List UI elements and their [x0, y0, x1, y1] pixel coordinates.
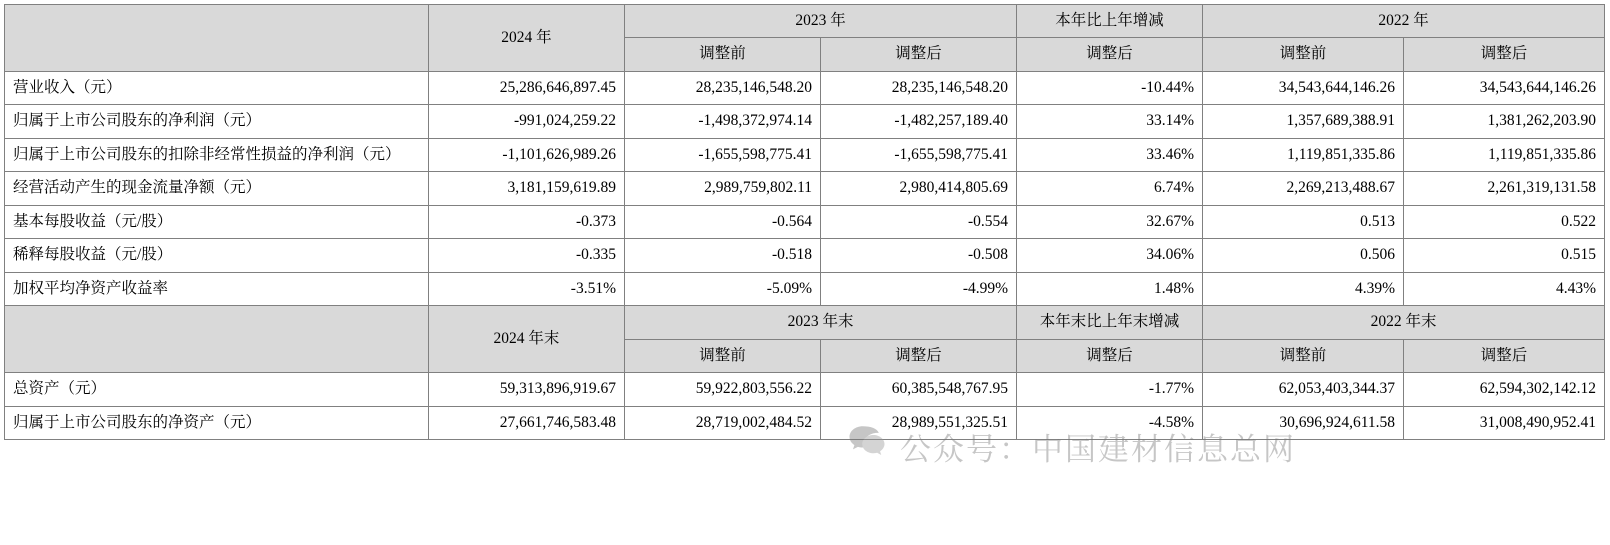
financial-table-container	[4, 4, 1604, 440]
cell-change: -4.58%	[1017, 406, 1203, 439]
row-label: 营业收入（元）	[5, 71, 429, 104]
row-label: 总资产（元）	[5, 373, 429, 406]
cell-2023-after: 60,385,548,767.95	[821, 373, 1017, 406]
header-cell-2023: 2023 年	[625, 5, 1017, 38]
cell-2022-before: 1,357,689,388.91	[1203, 105, 1404, 138]
cell-change: 6.74%	[1017, 172, 1203, 205]
cell-2022-after: 1,381,262,203.90	[1404, 105, 1605, 138]
header-cell-yoy-change-end: 本年末比上年末增减	[1017, 306, 1203, 339]
header-cell-blank	[5, 5, 429, 72]
header-cell-2024-end: 2024 年末	[429, 306, 625, 373]
header-cell-2022-before: 调整前	[1203, 38, 1404, 71]
cell-2022-after: 62,594,302,142.12	[1404, 373, 1605, 406]
cell-2023-before: -0.518	[625, 239, 821, 272]
cell-2024: -0.373	[429, 205, 625, 238]
table-row	[5, 105, 1605, 138]
header-cell-2022-end: 2022 年末	[1203, 306, 1605, 339]
cell-2023-before: 2,989,759,802.11	[625, 172, 821, 205]
cell-change: 34.06%	[1017, 239, 1203, 272]
table-row	[5, 239, 1605, 272]
cell-2023-before: -1,498,372,974.14	[625, 105, 821, 138]
header-cell-2023-end-after: 调整后	[821, 339, 1017, 372]
cell-2024: 3,181,159,619.89	[429, 172, 625, 205]
cell-2024: -991,024,259.22	[429, 105, 625, 138]
row-label: 稀释每股收益（元/股）	[5, 239, 429, 272]
cell-2022-after: 0.522	[1404, 205, 1605, 238]
cell-2023-after: -0.508	[821, 239, 1017, 272]
header-cell-2022-end-after: 调整后	[1404, 339, 1605, 372]
header-cell-2023-before: 调整前	[625, 38, 821, 71]
cell-2023-before: -5.09%	[625, 272, 821, 305]
table-row	[5, 373, 1605, 406]
header-cell-2024: 2024 年	[429, 5, 625, 72]
cell-change: -10.44%	[1017, 71, 1203, 104]
cell-2022-before: 34,543,644,146.26	[1203, 71, 1404, 104]
cell-change: -1.77%	[1017, 373, 1203, 406]
cell-2024: -3.51%	[429, 272, 625, 305]
header-cell-2023-end: 2023 年末	[625, 306, 1017, 339]
header-cell-change-after: 调整后	[1017, 38, 1203, 71]
cell-change: 32.67%	[1017, 205, 1203, 238]
cell-2022-after: 2,261,319,131.58	[1404, 172, 1605, 205]
cell-2022-after: 0.515	[1404, 239, 1605, 272]
cell-2023-after: -0.554	[821, 205, 1017, 238]
cell-change: 1.48%	[1017, 272, 1203, 305]
header-cell-yoy-change: 本年比上年增减	[1017, 5, 1203, 38]
table-row	[5, 71, 1605, 104]
cell-2023-after: 28,235,146,548.20	[821, 71, 1017, 104]
cell-2022-after: 4.43%	[1404, 272, 1605, 305]
cell-2022-after: 1,119,851,335.86	[1404, 138, 1605, 171]
table-header-row-top-2	[5, 306, 1605, 339]
row-label: 归属于上市公司股东的扣除非经常性损益的净利润（元）	[5, 138, 429, 171]
financial-summary-table	[4, 4, 1605, 440]
cell-2023-after: -1,655,598,775.41	[821, 138, 1017, 171]
row-label: 加权平均净资产收益率	[5, 272, 429, 305]
cell-2023-after: -1,482,257,189.40	[821, 105, 1017, 138]
row-label: 归属于上市公司股东的净资产（元）	[5, 406, 429, 439]
header-cell-2023-end-before: 调整前	[625, 339, 821, 372]
table-header-row-top	[5, 5, 1605, 38]
cell-change: 33.46%	[1017, 138, 1203, 171]
cell-2023-after: 2,980,414,805.69	[821, 172, 1017, 205]
cell-2024: -0.335	[429, 239, 625, 272]
header-cell-2022: 2022 年	[1203, 5, 1605, 38]
table-row	[5, 205, 1605, 238]
cell-2022-before: 0.513	[1203, 205, 1404, 238]
header-cell-2023-after: 调整后	[821, 38, 1017, 71]
cell-2022-after: 31,008,490,952.41	[1404, 406, 1605, 439]
cell-2022-before: 62,053,403,344.37	[1203, 373, 1404, 406]
table-row	[5, 406, 1605, 439]
cell-2023-before: -0.564	[625, 205, 821, 238]
cell-2023-after: -4.99%	[821, 272, 1017, 305]
cell-2022-before: 0.506	[1203, 239, 1404, 272]
table-row	[5, 172, 1605, 205]
row-label: 归属于上市公司股东的净利润（元）	[5, 105, 429, 138]
header-cell-change-end-after: 调整后	[1017, 339, 1203, 372]
row-label: 基本每股收益（元/股）	[5, 205, 429, 238]
row-label: 经营活动产生的现金流量净额（元）	[5, 172, 429, 205]
cell-2022-before: 1,119,851,335.86	[1203, 138, 1404, 171]
cell-2024: 59,313,896,919.67	[429, 373, 625, 406]
table-row	[5, 272, 1605, 305]
header-cell-2022-end-before: 调整前	[1203, 339, 1404, 372]
cell-2024: 25,286,646,897.45	[429, 71, 625, 104]
cell-2023-before: 28,235,146,548.20	[625, 71, 821, 104]
table-row	[5, 138, 1605, 171]
watermark-text: 公众号：中国建材信息总网	[900, 432, 1296, 467]
cell-2022-before: 30,696,924,611.58	[1203, 406, 1404, 439]
cell-2022-before: 4.39%	[1203, 272, 1404, 305]
cell-2023-after: 28,989,551,325.51	[821, 406, 1017, 439]
cell-2023-before: 28,719,002,484.52	[625, 406, 821, 439]
cell-2022-before: 2,269,213,488.67	[1203, 172, 1404, 205]
cell-2023-before: -1,655,598,775.41	[625, 138, 821, 171]
cell-2024: 27,661,746,583.48	[429, 406, 625, 439]
header-cell-2022-after: 调整后	[1404, 38, 1605, 71]
cell-2024: -1,101,626,989.26	[429, 138, 625, 171]
cell-change: 33.14%	[1017, 105, 1203, 138]
header-cell-blank-2	[5, 306, 429, 373]
cell-2023-before: 59,922,803,556.22	[625, 373, 821, 406]
cell-2022-after: 34,543,644,146.26	[1404, 71, 1605, 104]
